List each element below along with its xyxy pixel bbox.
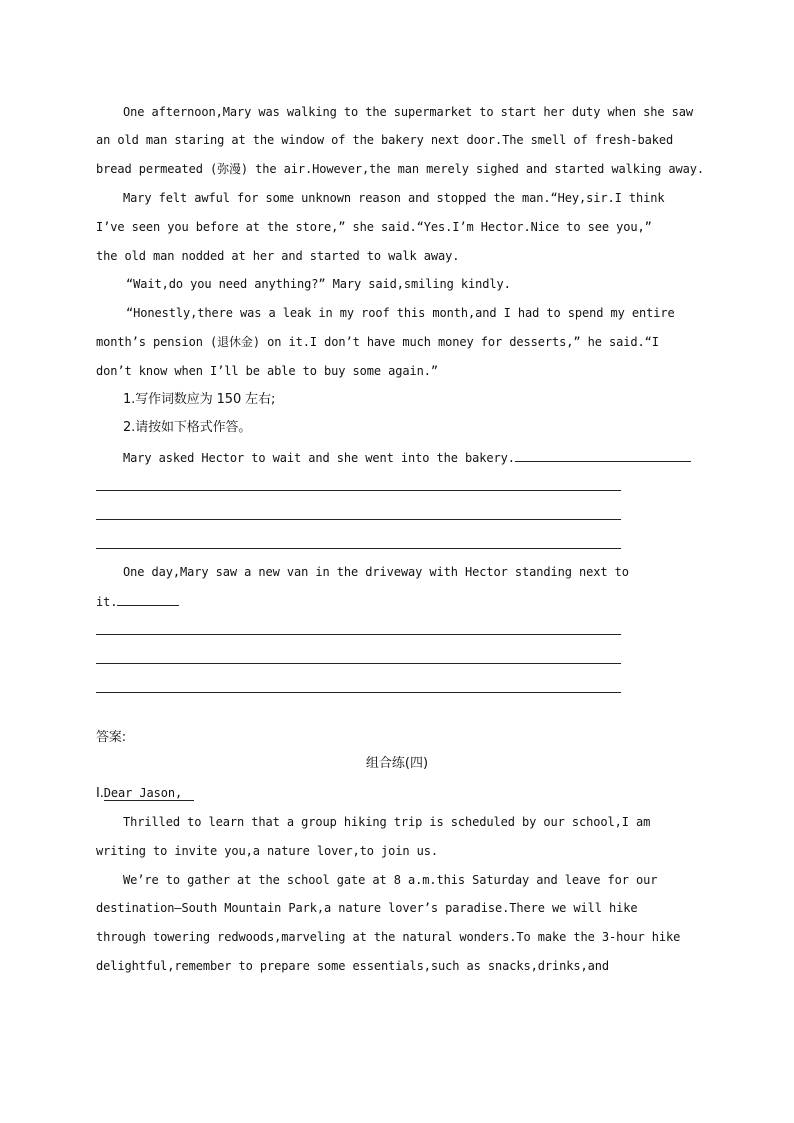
section-title: 组合练(四) [365,756,429,771]
answer-line-6: delightful,remember to prepare some essentials,such as snacks,drinks,and [96,959,609,973]
prompt-paragraph-2-end [96,593,179,610]
instruction-1: 1.写作词数应为 150 左右; [123,392,276,407]
passage-line-6: the old man nodded at her and started to walk away. [96,249,460,263]
answer-blank-2[interactable] [117,593,179,606]
salutation-line [96,785,194,802]
writing-line[interactable] [96,548,621,549]
answer-line-3: We’re to gather at the school gate at 8 a.m.this Saturday and leave for our [123,873,658,887]
instruction-2: 2.请按如下格式作答。 [123,420,252,435]
passage-line-4: Mary felt awful for some unknown reason and stopped the man.“Hey,sir.I think [123,191,665,205]
answer-line-4: destination—South Mountain Park,a nature lover’s paradise.There we will hike [96,901,638,915]
prompt-2-text-end: it. [96,595,118,609]
answer-blank-1[interactable] [515,449,691,462]
passage-line-1: One afternoon,Mary was walking to the supermarket to start her duty when she saw [123,105,693,119]
prompt-paragraph-1 [123,449,691,466]
writing-line[interactable] [96,519,621,520]
writing-line[interactable] [96,692,621,693]
passage-line-2: an old man staring at the window of the bakery next door.The smell of fresh-baked [96,133,674,147]
writing-line[interactable] [96,634,621,635]
passage-line-9: month’s pension (退休金) on it.I don’t have much money for desserts,” he said.“I [96,335,659,349]
passage-line-10: don’t know when I’ll be able to buy some again.” [96,364,438,378]
passage-line-5: I’ve seen you before at the store,” she said.“Yes.I’m Hector.Nice to see you,” [96,220,652,234]
answer-label: 答案: [96,730,127,745]
answer-line-5: through towering redwoods,marveling at the natural wonders.To make the 3-hour hike [96,930,681,944]
prompt-paragraph-2: One day,Mary saw a new van in the driveway with Hector standing next to [123,565,629,579]
passage-line-3: bread permeated (弥漫) the air.However,the man merely sighed and started walking away. [96,162,705,176]
prompt-1-text: Mary asked Hector to wait and she went into the bakery. [123,451,515,465]
answer-line-1: Thrilled to learn that a group hiking trip is scheduled by our school,I am [123,815,651,829]
answer-line-2: writing to invite you,a nature lover,to join us. [96,844,438,858]
salutation: Dear Jason, [104,786,194,801]
passage-line-8: “Honestly,there was a leak in my roof this month,and I had to spend my entire [126,306,675,320]
passage-line-7: “Wait,do you need anything?” Mary said,smiling kindly. [126,277,511,291]
roman-numeral: Ⅰ. [96,786,104,801]
writing-line[interactable] [96,663,621,664]
writing-line[interactable] [96,490,621,491]
